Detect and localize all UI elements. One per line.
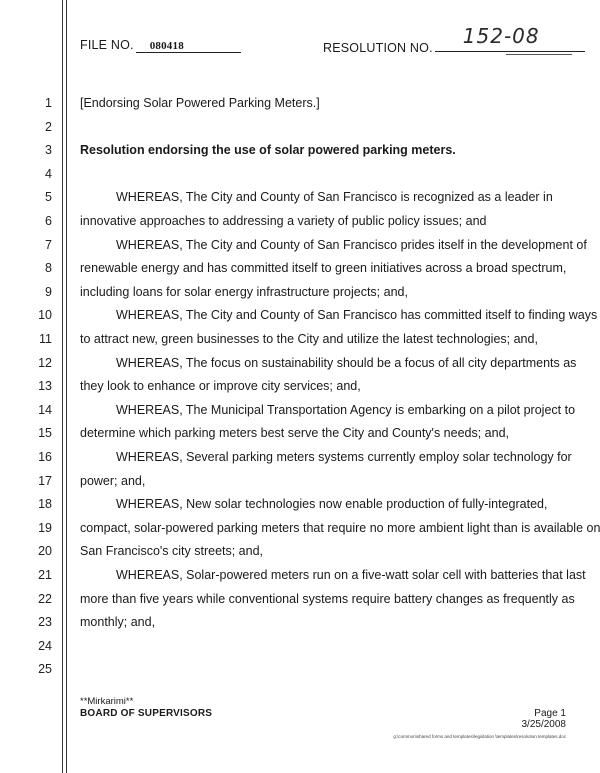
line-number: 8 <box>45 261 52 275</box>
line-number: 23 <box>38 615 52 629</box>
line-number: 18 <box>38 497 52 511</box>
resolution-number-blank <box>435 24 585 52</box>
line-number: 20 <box>38 544 52 558</box>
body-line: WHEREAS, The City and County of San Francisco is recognized as a leader in <box>116 190 553 204</box>
body-line: more than five years while conventional systems require battery changes as frequently as <box>80 592 575 606</box>
line-number: 7 <box>45 238 52 252</box>
body-line: WHEREAS, New solar technologies now enable production of fully-integrated, <box>116 497 548 511</box>
line-number: 21 <box>38 568 52 582</box>
line-number: 10 <box>38 308 52 322</box>
body-line: WHEREAS, Solar-powered meters run on a five-watt solar cell with batteries that last <box>116 568 586 582</box>
resolution-number-handwritten: 152-08 <box>462 24 540 48</box>
resolution-caption: [Endorsing Solar Powered Parking Meters.] <box>80 96 320 110</box>
resolution-number-field <box>323 24 585 55</box>
line-number: 4 <box>45 167 52 181</box>
body-line: monthly; and, <box>80 615 156 629</box>
margin-rule-outer <box>62 0 63 773</box>
resolution-title: Resolution endorsing the use of solar powered parking meters. <box>80 143 456 157</box>
line-number: 9 <box>45 285 52 299</box>
body-line: power; and, <box>80 474 146 488</box>
body-line: compact, solar-powered parking meters that require no more ambient light than is available on <box>80 521 600 535</box>
body-line: WHEREAS, The City and County of San Francisco has committed itself to finding ways <box>116 308 598 322</box>
body-line: to attract new, green businesses to the City and utilize the latest technologies; and, <box>80 332 538 346</box>
body-line: San Francisco's city streets; and, <box>80 544 264 558</box>
file-number-label: FILE NO. <box>80 38 134 52</box>
line-number: 12 <box>38 356 52 370</box>
line-number: 5 <box>45 190 52 204</box>
margin-rule-inner <box>66 0 67 773</box>
file-number-field <box>80 38 241 53</box>
resolution-number-label: RESOLUTION NO. <box>323 41 433 55</box>
body-line: WHEREAS, The Municipal Transportation Agency is embarking on a pilot project to <box>116 403 576 417</box>
line-number: 2 <box>45 120 52 134</box>
footer-board: BOARD OF SUPERVISORS <box>80 708 213 719</box>
body-line: they look to enhance or improve city services; and, <box>80 379 361 393</box>
footer-file-path: g:\common\shared forms and templates\legislation \templates\resolution templates.doc <box>393 734 566 739</box>
body-line: WHEREAS, The City and County of San Francisco prides itself in the development of <box>116 238 587 252</box>
line-number: 22 <box>38 592 52 606</box>
line-number: 6 <box>45 214 52 228</box>
line-number: 19 <box>38 521 52 535</box>
footer-page-number: Page 1 <box>534 708 566 719</box>
body-line: WHEREAS, The focus on sustainability should be a focus of all city departments as <box>116 356 577 370</box>
body-line: innovative approaches to addressing a variety of public policy issues; and <box>80 214 487 228</box>
body-line: determine which parking meters best serve the City and County's needs; and, <box>80 426 509 440</box>
file-number-value: 080418 <box>136 40 241 53</box>
line-number: 13 <box>38 379 52 393</box>
line-number: 16 <box>38 450 52 464</box>
line-number: 24 <box>38 639 52 653</box>
body-line: renewable energy and has committed itself to green initiatives across a broad spectrum, <box>80 261 567 275</box>
footer-sponsor: **Mirkarimi** <box>80 696 134 707</box>
line-number: 3 <box>45 143 52 157</box>
line-number: 15 <box>38 426 52 440</box>
line-number: 11 <box>39 332 52 346</box>
line-number: 14 <box>38 403 52 417</box>
header-rule <box>506 54 572 55</box>
body-line: WHEREAS, Several parking meters systems currently employ solar technology for <box>116 450 572 464</box>
footer-date: 3/25/2008 <box>521 719 566 730</box>
line-number: 1 <box>45 96 52 110</box>
line-number: 17 <box>38 474 52 488</box>
line-number: 25 <box>38 662 52 676</box>
body-line: including loans for solar energy infrastructure projects; and, <box>80 285 408 299</box>
